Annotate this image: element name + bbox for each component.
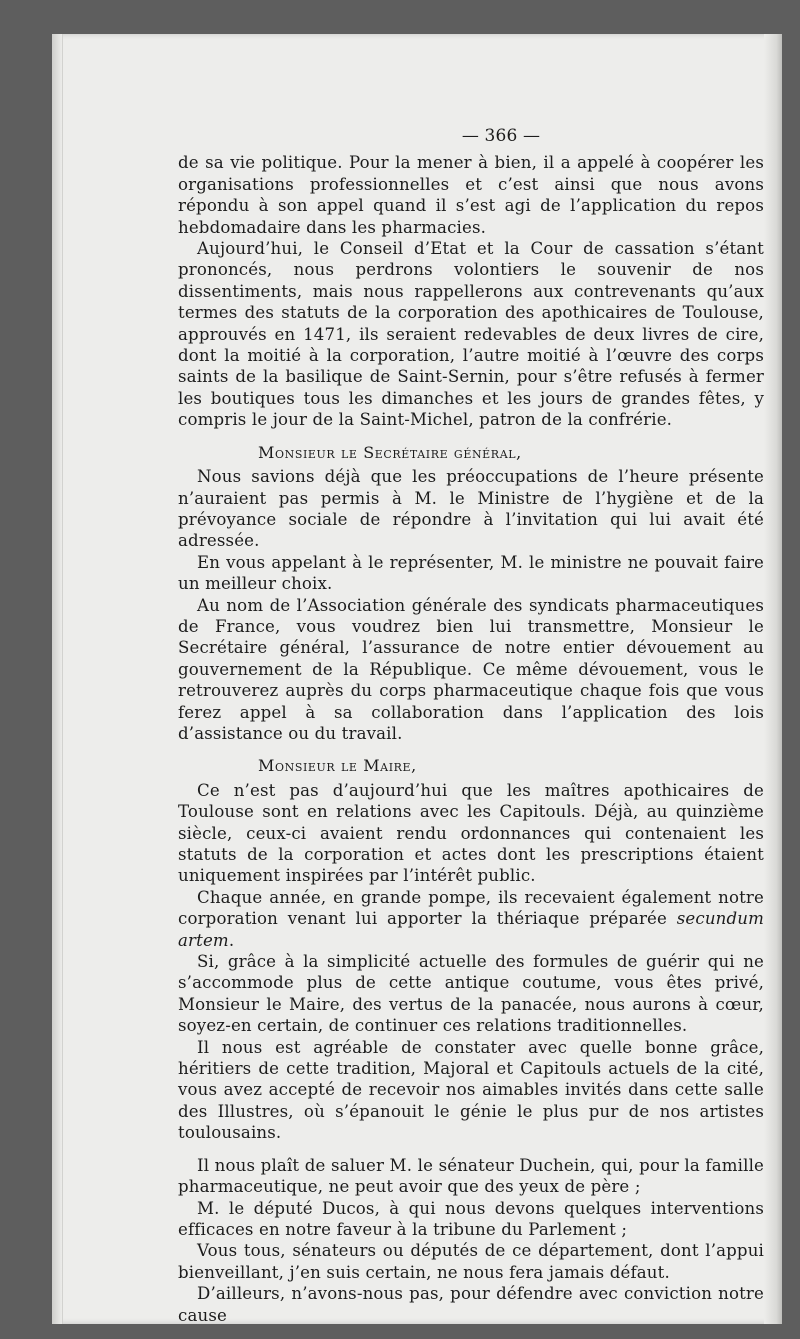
paragraph: de sa vie politique. Pour la mener à bien, il a appelé à coopérer les organisations professionnelles et c’est ainsi que nous avons répondu à son appel quand il s’est agi de l’application du repos hebdomadaire dans les pharmacies. bbox=[178, 153, 764, 237]
paragraph: Ce n’est pas d’aujourd’hui que les maîtres apothicaires de Toulouse sont en relations avec les Capitouls. Déjà, au quinzième siècle, ceux-ci avaient rendu ordonnances qui contenaient les statuts de la corporation et actes dont les prescriptions étaient uniquement inspirées par l’intérêt public. bbox=[178, 780, 764, 886]
paragraph: Aujourd’hui, le Conseil d’Etat et la Cour de cassation s’étant prononcés, nous perdrons volontiers le souvenir de nos dissentiments, mais nous rappellerons aux contrevenants qu’aux termes des statuts de la corporation des apothicaires de Toulouse, approuvés en 1471, ils seraient redevables de deux livres de cire, dont la moitié à la corporation, l’autre moitié à l’œuvre des corps saints de la basilique de Saint-Sernin, pour s’être refusés à fermer les boutiques tous les dimanches et les jours de grandes fêtes, y compris le jour de la Saint-Michel, patron de la confrérie. bbox=[178, 239, 764, 430]
paragraph-text: . bbox=[228, 930, 235, 950]
page-number: — 366 — bbox=[461, 126, 541, 146]
paragraph-text: Chaque année, en grande pompe, ils recevaient également notre corporation venant lui apporter la thériaque préparée bbox=[178, 887, 764, 929]
paragraph: M. le député Ducos, à qui nous devons quelques interventions efficaces en notre faveur à la tribune du Parlement ; bbox=[178, 1198, 764, 1239]
section-heading: Monsieur le Secrétaire général, bbox=[258, 442, 522, 462]
paragraph: Il nous plaît de saluer M. le sénateur Duchein, qui, pour la famille pharmaceutique, ne peut avoir que des yeux de père ; bbox=[178, 1155, 764, 1197]
paragraph: Au nom de l’Association générale des syndicats pharmaceutiques de France, vous voudrez bien lui transmettre, Monsieur le Secrétaire général, l’assurance de notre entier dévouement au gouvernement de la République. Ce même dévouement, vous le retrouverez auprès du corps pharmaceutique chaque fois que vous ferez appel à sa collaboration dans l’application des lois d’assistance ou du travail. bbox=[178, 595, 764, 743]
page-edge bbox=[764, 34, 782, 1324]
section-heading: Monsieur le Maire, bbox=[258, 756, 417, 776]
paragraph: Il nous est agréable de constater avec quelle bonne grâce, héritiers de cette tradition, Majoral et Capitouls actuels de la cité, vous avez accepté de recevoir nos aimables invités dans cette salle des Illustres, où s’épanouit le génie le plus pur de nos artistes toulousains. bbox=[178, 1037, 764, 1143]
paragraph: En vous appelant à le représenter, M. le ministre ne pouvait faire un meilleur choix. bbox=[178, 552, 764, 594]
latin-phrase: secundum artem bbox=[178, 909, 764, 950]
paragraph: Si, grâce à la simplicité actuelle des formules de guérir qui ne s’accommode plus de cette antique coutume, vous êtes privé, Monsieur le Maire, des vertus de la panacée, nous aurons à cœur, soyez-en certain, de continuer ces relations traditionnelles. bbox=[178, 952, 764, 1036]
page-text bbox=[178, 126, 764, 1324]
paragraph: Nous savions déjà que les préoccupations de l’heure présente n’auraient pas permis à M. le Ministre de l’hygiène et de la prévoyance sociale de répondre à l’invitation qui lui avait été adressée. bbox=[178, 467, 764, 551]
page-spine bbox=[52, 34, 63, 1324]
spacer bbox=[178, 1144, 764, 1155]
paragraph: D’ailleurs, n’avons-nous pas, pour défendre avec conviction notre cause bbox=[178, 1284, 764, 1324]
paragraph bbox=[178, 887, 764, 951]
book-page bbox=[52, 34, 782, 1324]
paragraph: Vous tous, sénateurs ou députés de ce département, dont l’appui bienveillant, j’en suis certain, ne nous fera jamais défaut. bbox=[178, 1241, 764, 1282]
